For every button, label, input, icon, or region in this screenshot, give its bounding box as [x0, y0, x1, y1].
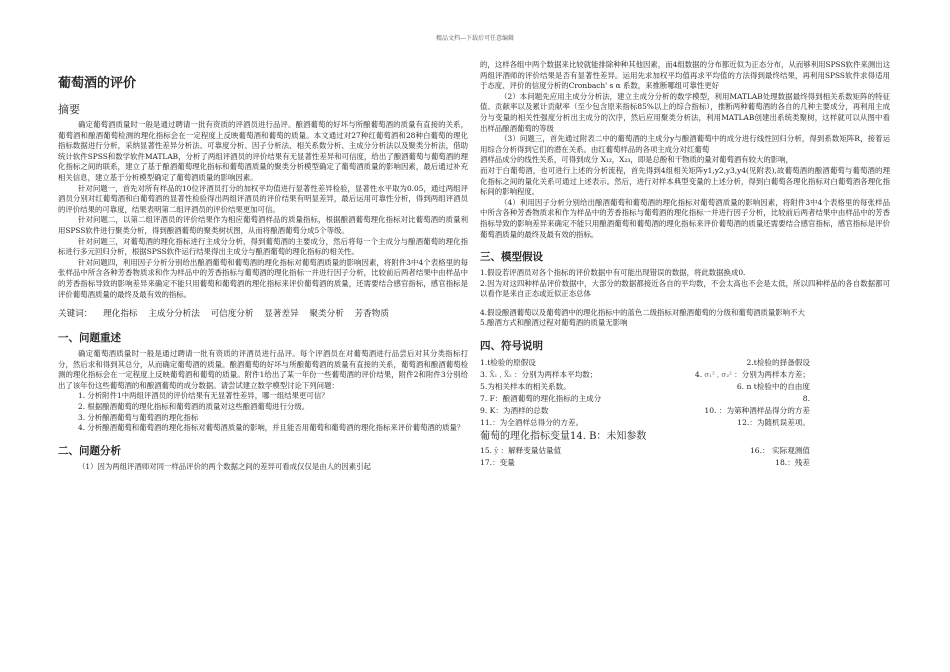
question-item: 1. 分析附件1中两组评酒员的评价结果有无显著性差异，哪一组结果更可信？ [78, 391, 329, 401]
analysis-paragraph: 的，这样各组中两个数据来比较就能排除种种其他因素，而4组数据的分布都近似为正态分布，从而够利用SPSS软件来测出这两组评酒师的评价结果是否有显著性差异。运用先求加权平均值再求平均值的方法得到最终结果，再利用SPSS软件求得适用于态度、评价的信度分析的Cronbach' s α 系数，来推断哪组可靠性更好 [480, 60, 890, 91]
symbol-row: 15. ŷ ：解释变量估量值 16.： 实际观测值 [480, 446, 810, 456]
symbol-row: 7. F：酿酒葡萄的理化指标的主成分 8. [480, 394, 810, 404]
symbol-row: 9. K：为酒样的总数 10. ：为第种酒样品得分的方差 [480, 406, 810, 416]
symbol-row: 1.t检验的原假设 2.t检验的择备假设 [480, 358, 810, 368]
assumption-item: 4.假设酿酒葡萄以及葡萄酒中的理化指标中的蓝色二级指标对酿酒葡萄的分级和葡萄酒质量影响不大 [480, 307, 805, 317]
paper-title: 葡萄酒的评价 [58, 76, 137, 91]
page-header: 精品文档---下载后可任意编辑 [435, 35, 515, 42]
analysis-paragraph: （1）因为两组评酒师对同一样品评价的两个数据之间的差异可看成仅仅是由人的因素引起 [78, 461, 371, 471]
abstract-paragraph: 针对问题三，对葡萄酒的理化指标进行主成分分析，得到葡萄酒的主要成分，然后将每一个主成分与酿酒葡萄的理化指标进行多元回归分析，根据SPSS软件运行结果得出主成分与酿酒葡萄的理化指标的相关性。 [58, 236, 468, 257]
section-heading-analysis: 二、问题分析 [58, 444, 121, 457]
keywords [58, 308, 468, 320]
keyword: 聚类分析 [309, 309, 344, 320]
question-item: 4. 分析酿酒葡萄和葡萄酒的理化指标对葡萄酒质量的影响，并且能否用葡萄和葡萄酒的理化指标来评价葡萄酒的质量？ [78, 423, 465, 433]
abstract-paragraph: 确定葡萄酒质量时一般是通过聘请一批有资质的评酒员进行品评。酿酒葡萄的好坏与所酿葡萄酒的质量有直接的关系，葡萄酒和酿酒葡萄检测的理化指标会在一定程度上反映葡萄酒和葡萄的质量。本文通过对27种红葡萄酒和28种白葡萄的理化指标数据进行分析，采纳显著性差异分析法、可靠度分析、因子分析法、相关系数分析、主成分分析法以及聚类分析法，借助统计软件SPSS和数学软件MATLAB，分析了两组评酒员的评价结果有无显著性差异和可信度，给出了酿酒葡萄与葡萄酒的理化指标之间的联系，建立了基于酿酒葡萄理化指标和葡萄酒质量的聚类分析模型确定了葡萄酒质量的影响因素，最后通过补充相关信息，建立基于分析模型确定了葡萄酒质量的影响因素。 [58, 120, 468, 182]
assumption-item: 1.假设若评酒员对各个指标的评价数据中有可能出现错误的数据，将此数据换成0. [480, 268, 746, 278]
section-heading-restatement: 一、问题重述 [58, 332, 121, 345]
keyword: 显著差异 [264, 309, 299, 320]
question-item: 3. 分析酿酒葡萄与葡萄酒的理化指标 [78, 412, 199, 422]
restatement-paragraph: 确定葡萄酒质量时一般是通过聘请一批有资质的评酒员进行品评。每个评酒员在对葡萄酒进行品尝后对其分类指标打分，然后求和得到其总分，从而确定葡萄酒的质量。酿酒葡萄的好坏与所酿葡萄酒的质量有直接的关系，葡萄酒和酿酒葡萄检测的理化指标会在一定程度上反映葡萄酒和葡萄的质量。附件1给出了某一年份一些葡萄酒的评价结果，附件2和附件3分别给出了该年份这些葡萄酒的和酿酒葡萄的成分数据。请尝试建立数学模型讨论下列问题： [58, 349, 468, 390]
left-column [58, 62, 468, 472]
abstract-heading: 摘要 [58, 103, 80, 116]
symbol-row: 3. X̄₁ , X̄₂ ：分别为两样本平均数； 4. σ₁² , σ₂² ：分别为两样本方差； [480, 370, 810, 380]
symbol-row: 17.：变量 18.：残差 [480, 458, 810, 468]
keywords-label: 关键词： [58, 309, 93, 320]
assumption-item: 5.酿酒方式和酿酒过程对葡萄酒的质量无影响 [480, 318, 628, 328]
keyword: 理化指标 [103, 309, 138, 320]
question-item: 2. 根据酿酒葡萄的理化指标和葡萄酒的质量对这些酿酒葡萄进行分级。 [78, 402, 310, 412]
keyword: 可信度分析 [210, 309, 254, 320]
analysis-paragraph: 而对于白葡萄酒，也可进行上述的分析流程，首先得到4组相关矩阵y1,y2,y3,y4(见附表),故葡萄酒的酿酒葡萄与葡萄酒的理化指标之间的量化关系可通过上述表示。然后，进行对样本典型变量的上述分析，得到白葡萄各理化指标对白葡萄酒各理化指标间的影响程度。 [480, 165, 890, 197]
section-heading-assumptions: 三、模型假设 [480, 251, 543, 264]
symbol-row: 5.为相关样本的相关系数。 6. n t检验中的自由度 [480, 382, 810, 392]
analysis-paragraph: 酒样品成分的线性关系，可得到成分 X₁₂，X₂₃，即是总酚和干物质的量对葡萄酒有较大的影响， [480, 155, 793, 165]
right-column [480, 60, 890, 469]
assumption-item: 2.因为对这四种样品评价数据中，大部分的数据都接近各自的平均数，不会太高也不会是太低，所以四种样品的各自数据都可以看作是来自正态或近似正态总体 [480, 278, 890, 299]
section-heading-symbols: 四、符号说明 [480, 340, 543, 353]
symbol-row: 11.：为全酒样总得分的方差。 12.：为随机误差项。 [480, 418, 810, 428]
abstract-paragraph: 针对问题四，利用因子分析分别给出酿酒葡萄和葡萄酒的理化指标对葡萄酒质量的影响因素，将附件3中4个表格里的每张样品中所含各种芳香物质求和作为样品中的芳香指标与葡萄酒的理化指标一并进行因子分析，比较前后两者结果中由样品中的芳香指标导致的影响差异来确定不能只用葡萄和葡萄酒的理化指标来评价葡萄酒的质量，还需要结合感官指标，感官指标是评价葡萄酒质量的最终及最有效的指标。 [58, 257, 468, 299]
abstract-paragraph: 针对问题二，以第二组评酒员的评价结果作为相应葡萄酒样品的质量指标，根据酿酒葡萄理化指标对比葡萄酒的质量利用SPSS软件进行聚类分析，得到酿酒葡萄的聚类树状图，从而将酿酒葡萄分成5个等级。 [58, 215, 468, 235]
analysis-paragraph: （4）利用因子分析分别给出酿酒葡萄和葡萄酒的理化指标对葡萄酒质量的影响因素，将附件3中4个表格里的每张样品中所含各种芳香物质求和作为样品中的芳香指标与葡萄酒的理化指标一并进行因子分析，比较前后两者结果中由样品中的芳香指标导致的影响差异来确定不能只用酿酒葡萄和葡萄酒的理化指标来评价葡萄酒的质量还需要结合感官指标，感官指标是评价葡萄酒质量的最终及最有效的指标。 [480, 197, 890, 239]
analysis-paragraph: （3）问题三，首先通过附表二中的葡萄酒的主成分y与酿酒葡萄中的成分进行线性回归分析，得到系数矩阵R，接着运用综合分析得到它们的潜在关系。由红葡萄样品的各项主成分对红葡萄 [480, 134, 890, 154]
analysis-paragraph: （2）本问题先应用主成分分析法，建立主成分分析的数学模型，利用MATLAB处理数据最终得到相关系数矩阵的特征值、贡献率以及累计贡献率（至少包含原来指标85%以上的综合指标），推断两种葡萄酒的各自的几种主要成分，再利用主成分与变量的相关性强度分析出主成分的次序，然后应用聚类分析法，利用MATLAB创建出系统类聚树，这样就可以从图中看出样品酿酒葡萄的等级 [480, 91, 890, 133]
keyword: 芳香物质 [354, 309, 389, 320]
abstract-paragraph: 针对问题一，首先对所有样品的10位评酒员打分的加权平均值进行显著性差异检验，显著性水平取为0.05，通过两组评酒员分别对红葡萄酒和白葡萄酒的显著性检验得出两组评酒员的评价结果有明显差异，最后运用可靠性分析，得到两组评酒员的评价结果的可靠度，结果表明第二组评酒员的评价结果更加可信。 [58, 183, 468, 214]
symbol-row: 葡萄的理化指标变量14. B：未知参数 [480, 431, 647, 443]
keyword: 主成分分析法 [148, 309, 200, 320]
